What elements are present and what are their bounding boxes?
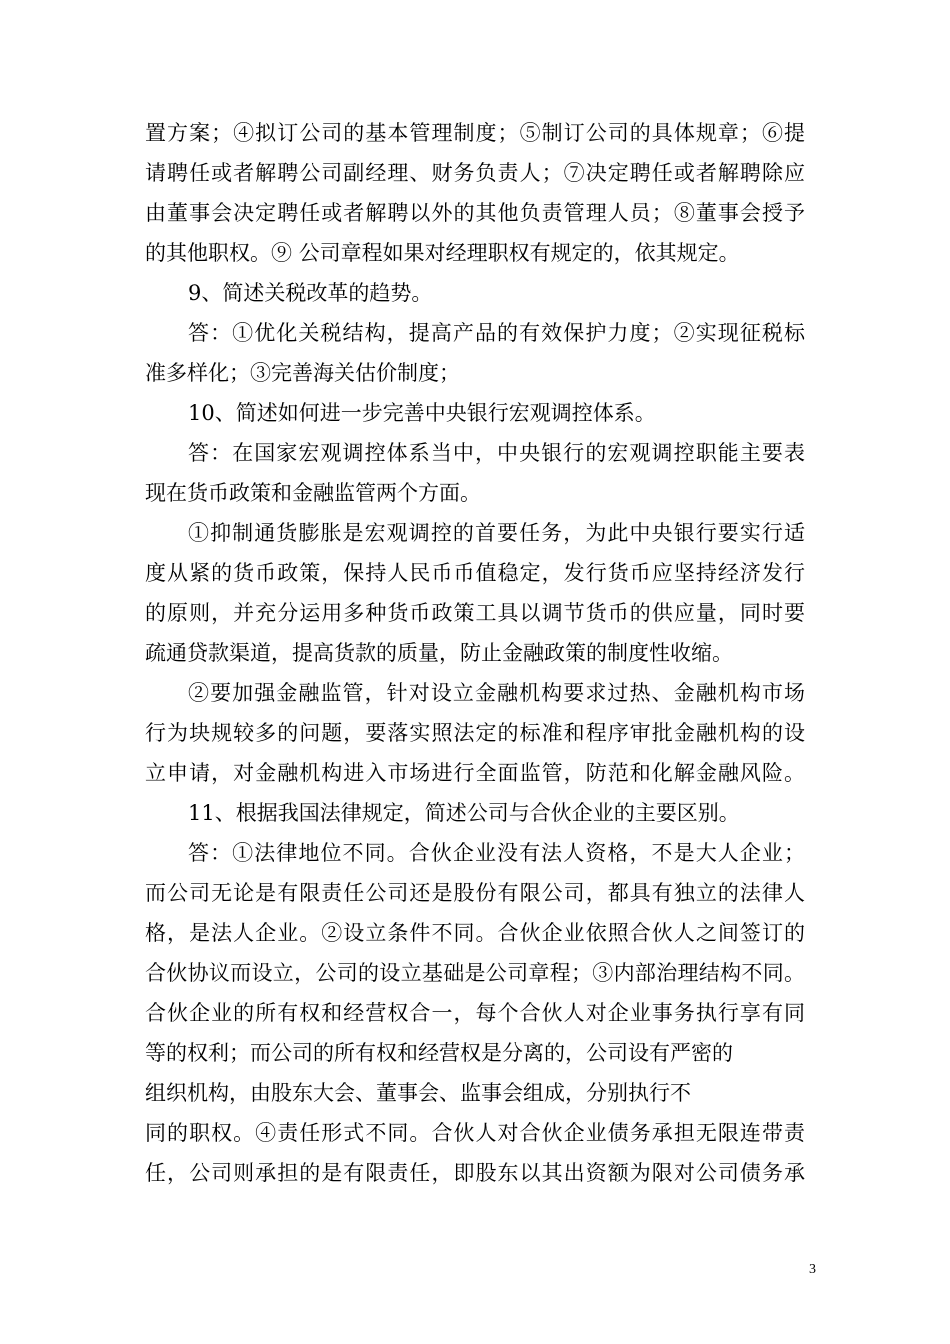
answer-10-point-1-line-4: 疏通贷款渠道，提高货款的质量，防止金融政策的制度性收缩。 [145,641,733,665]
answer-10-point-2-line-3: 立申请，对金融机构进入市场进行全面监管，防范和化解金融风险。 [145,761,805,785]
answer-11-line-5: 合伙企业的所有权和经营权合一，每个合伙人对企业事务执行享有同 [145,1001,805,1025]
answer-10-line-1: 答：在国家宏观调控体系当中，中央银行的宏观调控职能主要表 [188,441,805,465]
text-line-4: 的其他职权。⑨ 公司章程如果对经理职权有规定的，依其规定。 [145,241,740,265]
question-9: 9、简述关税改革的趋势。 [188,281,433,305]
answer-11-line-2: 而公司无论是有限责任公司还是股份有限公司，都具有独立的法律人 [145,881,805,905]
answer-11-line-8: 同的职权。④责任形式不同。合伙人对合伙企业债务承担无限连带责 [145,1121,805,1145]
answer-11-line-3: 格，是法人企业。②设立条件不同。合伙企业依照合伙人之间签订的 [145,921,805,945]
answer-11-line-1: 答：①法律地位不同。合伙企业没有法人资格，不是大人企业； [188,841,805,865]
answer-10-point-1-line-3: 的原则，并充分运用多种货币政策工具以调节货币的供应量，同时要 [145,601,805,625]
text-line-2: 请聘任或者解聘公司副经理、财务负责人；⑦决定聘任或者解聘除应 [145,161,805,185]
answer-9-line-1: 答：①优化关税结构，提高产品的有效保护力度；②实现征税标 [188,321,805,345]
answer-10-point-2-line-2: 行为块规较多的问题，要落实照法定的标准和程序审批金融机构的设 [145,721,805,745]
answer-10-point-2-line-1: ②要加强金融监管，针对设立金融机构要求过热、金融机构市场 [188,681,805,705]
answer-10-point-1-line-2: 度从紧的货币政策，保持人民币币值稳定，发行货币应坚持经济发行 [145,561,805,585]
page-number: 3 [809,1262,816,1277]
text-line-3: 由董事会决定聘任或者解聘以外的其他负责管理人员；⑧董事会授予 [145,201,805,225]
answer-11-line-4: 合伙协议而设立，公司的设立基础是公司章程；③内部治理结构不同。 [145,961,805,985]
answer-10-point-1-line-1: ①抑制通货膨胀是宏观调控的首要任务，为此中央银行要实行适 [188,521,805,545]
answer-9-line-2: 准多样化；③完善海关估价制度； [145,361,460,385]
answer-11-line-6: 等的权利；而公司的所有权和经营权是分离的，公司设有严密的 [145,1041,733,1065]
question-10: 10、简述如何进一步完善中央银行宏观调控体系。 [188,401,656,425]
question-11: 11、根据我国法律规定，简述公司与合伙企业的主要区别。 [188,801,740,825]
answer-11-line-7: 组织机构，由股东大会、董事会、监事会组成，分别执行不 [145,1081,691,1105]
answer-10-line-2: 现在货币政策和金融监管两个方面。 [145,481,481,505]
answer-11-line-9: 任，公司则承担的是有限责任，即股东以其出资额为限对公司债务承 [145,1161,805,1185]
text-line-1: 置方案；④拟订公司的基本管理制度；⑤制订公司的具体规章；⑥提 [145,121,805,145]
